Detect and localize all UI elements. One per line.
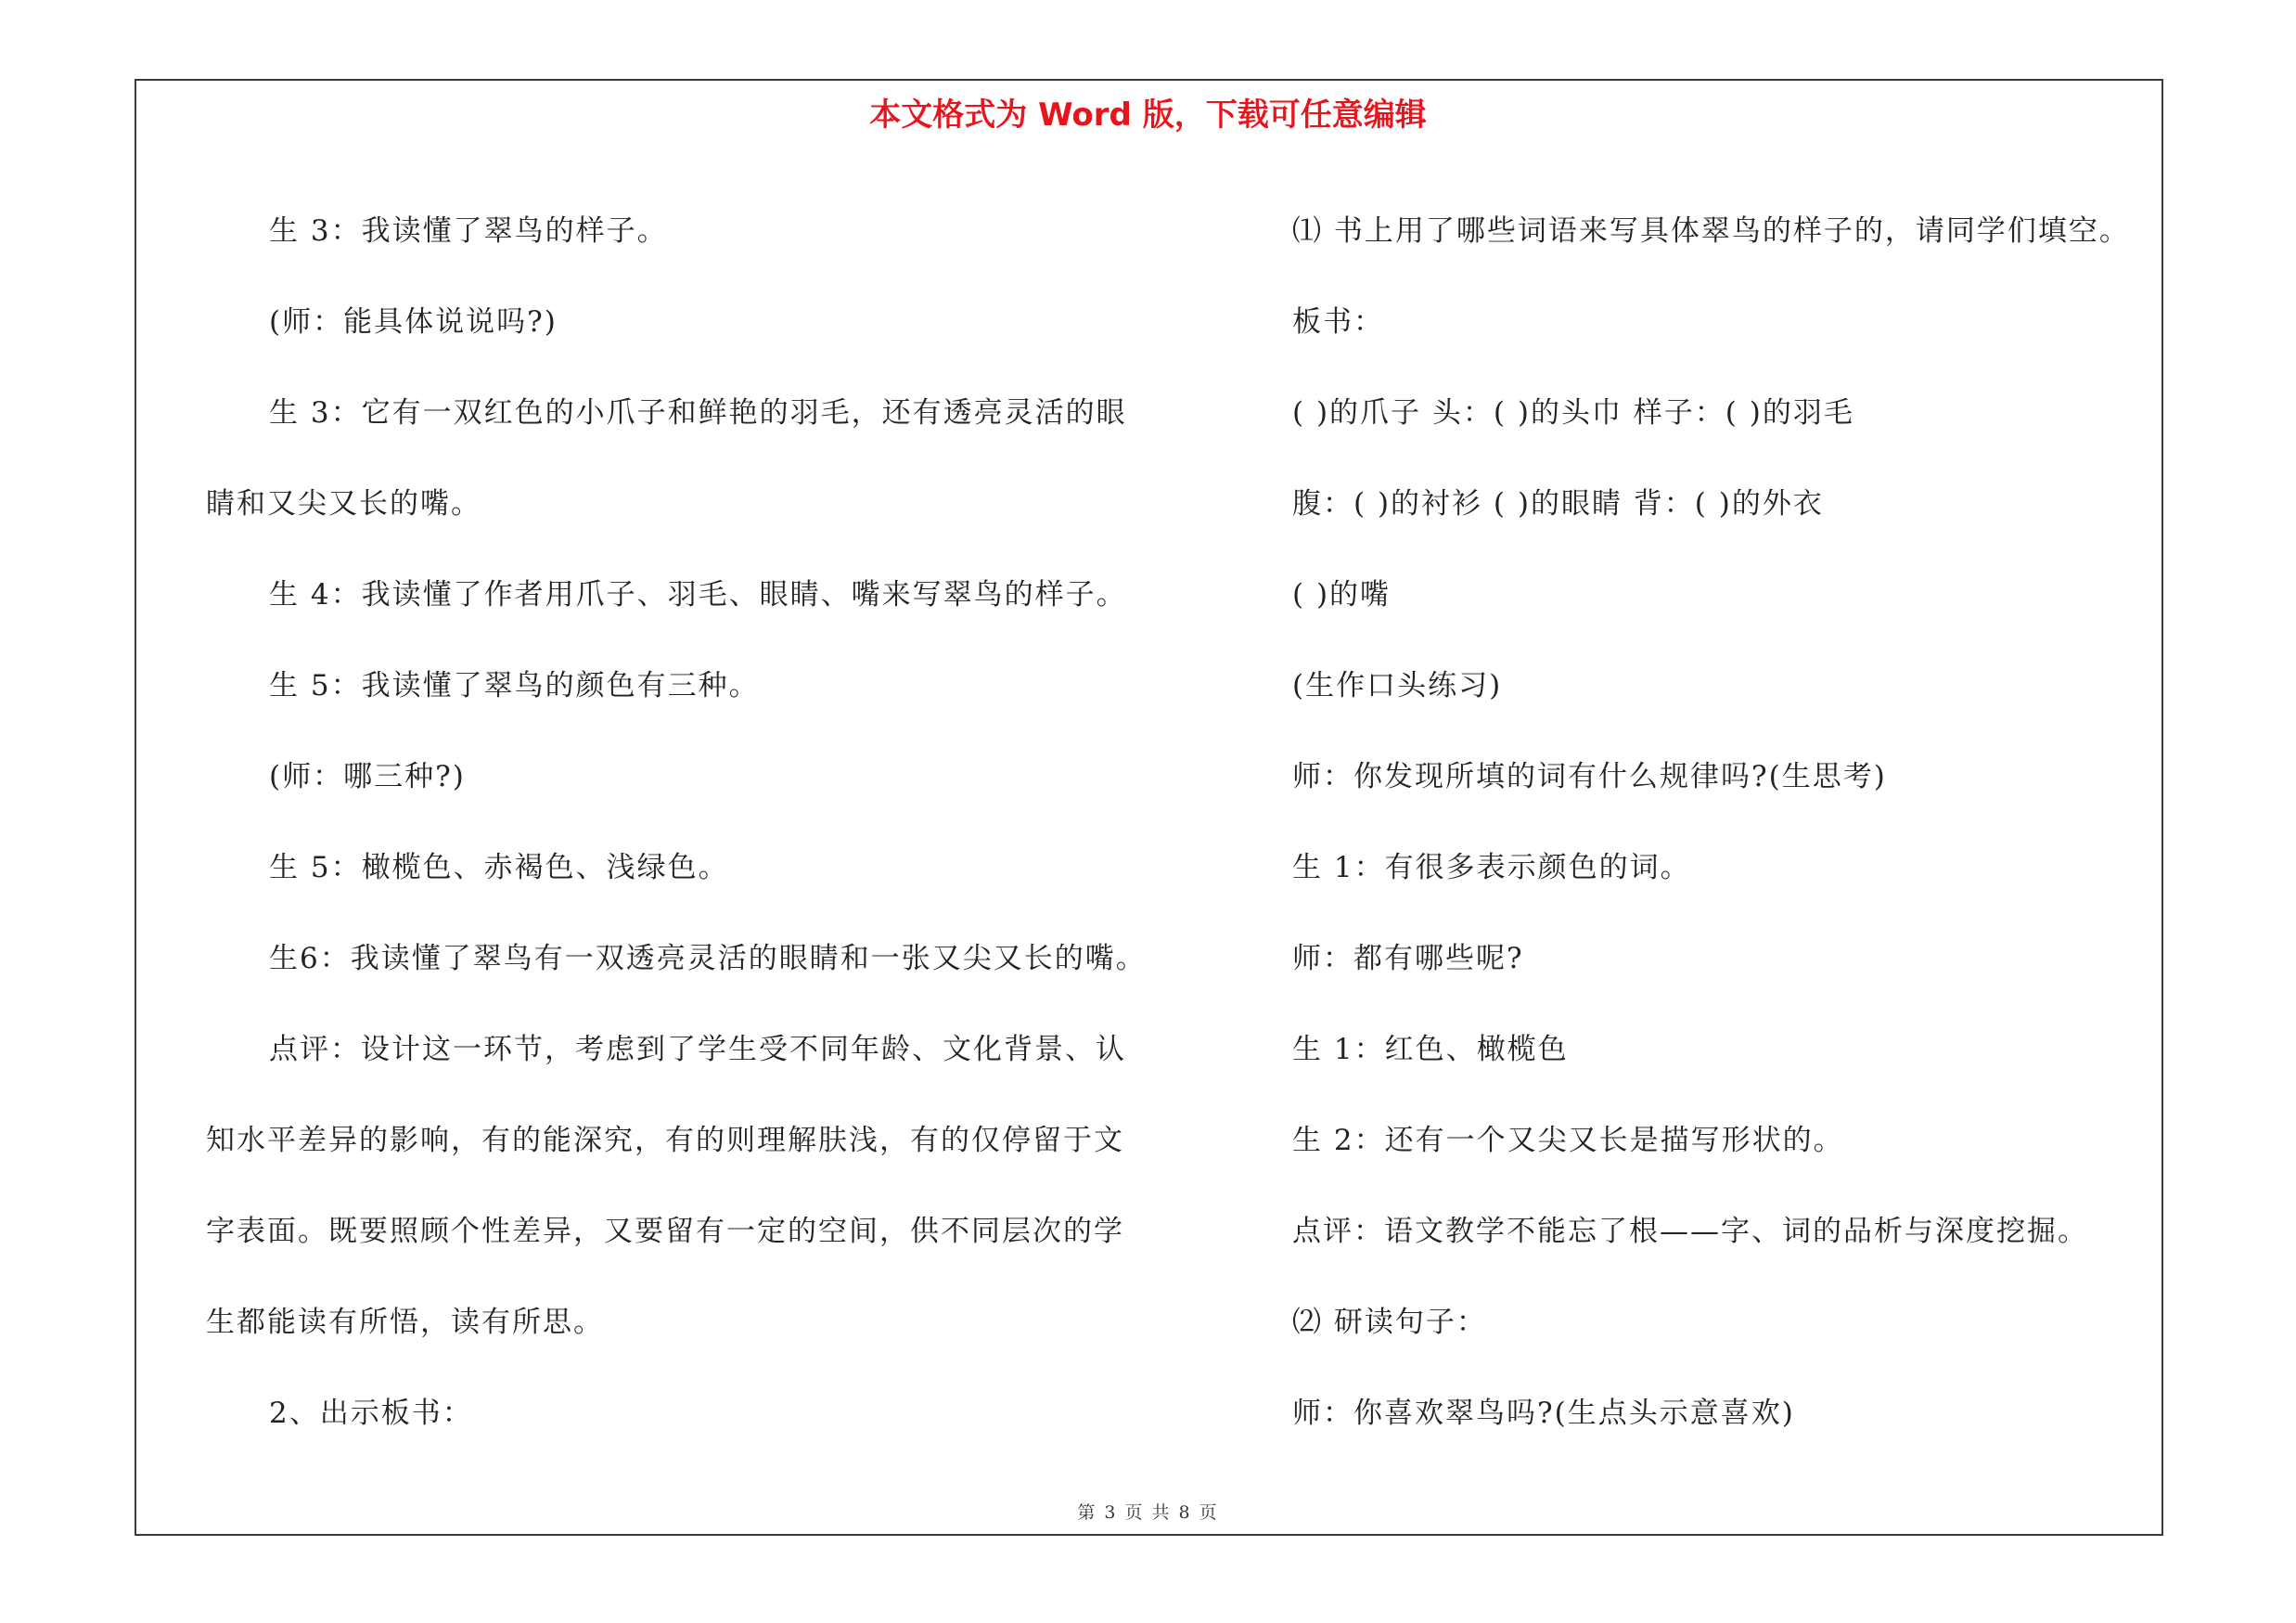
left-paragraph-2: (师：能具体说说吗?) <box>269 305 558 339</box>
right-paragraph-5: ( )的嘴 <box>1292 578 1392 612</box>
left-paragraph-14: 2、出示板书： <box>269 1397 473 1430</box>
right-column <box>1292 186 2150 1459</box>
left-paragraph-6: 生 5：我读懂了翠鸟的颜色有三种。 <box>269 669 760 702</box>
left-paragraph-12: 字表面。既要照顾个性差异，又要留有一定的空间，供不同层次的学 <box>206 1215 1124 1248</box>
right-paragraph-14: 师：你喜欢翠鸟吗?(生点头示意喜欢) <box>1292 1397 1795 1430</box>
left-paragraph-11: 知水平差异的影响，有的能深究，有的则理解肤浅，有的仅停留于文 <box>206 1124 1124 1157</box>
right-paragraph-1: ⑴ 书上用了哪些词语来写具体翠鸟的样子的，请同学们填空。 <box>1292 214 2130 248</box>
left-column <box>206 186 1147 1459</box>
word-format-banner: 本文格式为 Word 版，下载可任意编辑 <box>869 97 1427 134</box>
right-paragraph-4: 腹：( )的衬衫 ( )的眼睛 背：( )的外衣 <box>1292 487 1824 521</box>
right-paragraph-9: 师：都有哪些呢? <box>1292 942 1524 975</box>
right-paragraph-7: 师：你发现所填的词有什么规律吗?(生思考) <box>1292 760 1887 793</box>
left-paragraph-4: 睛和又尖又长的嘴。 <box>206 487 481 521</box>
right-paragraph-2: 板书： <box>1292 305 1384 339</box>
left-paragraph-13: 生都能读有所悟，读有所思。 <box>206 1306 604 1339</box>
left-paragraph-9: 生6：我读懂了翠鸟有一双透亮灵活的眼睛和一张又尖又长的嘴。 <box>269 942 1147 975</box>
left-paragraph-10: 点评：设计这一环节，考虑到了学生受不同年龄、文化背景、认 <box>269 1033 1126 1066</box>
right-paragraph-8: 生 1：有很多表示颜色的词。 <box>1292 851 1691 884</box>
left-paragraph-1: 生 3：我读懂了翠鸟的样子。 <box>269 214 668 248</box>
left-paragraph-7: (师：哪三种?) <box>269 760 466 793</box>
right-paragraph-6: (生作口头练习) <box>1292 669 1503 702</box>
right-paragraph-12: 点评：语文教学不能忘了根——字、词的品析与深度挖掘。 <box>1292 1215 2088 1248</box>
right-paragraph-10: 生 1：红色、橄榄色 <box>1292 1033 1569 1066</box>
left-paragraph-5: 生 4：我读懂了作者用爪子、羽毛、眼睛、嘴来写翠鸟的样子。 <box>269 578 1127 612</box>
right-paragraph-13: ⑵ 研读句子： <box>1292 1306 1487 1339</box>
page-number-footer: 第 3 页 共 8 页 <box>1077 1502 1219 1523</box>
right-paragraph-3: ( )的爪子 头：( )的头巾 样子：( )的羽毛 <box>1292 396 1854 430</box>
left-paragraph-8: 生 5：橄榄色、赤褐色、浅绿色。 <box>269 851 729 884</box>
left-paragraph-3: 生 3：它有一双红色的小爪子和鲜艳的羽毛，还有透亮灵活的眼 <box>269 396 1127 430</box>
right-paragraph-11: 生 2：还有一个又尖又长是描写形状的。 <box>1292 1124 1844 1157</box>
